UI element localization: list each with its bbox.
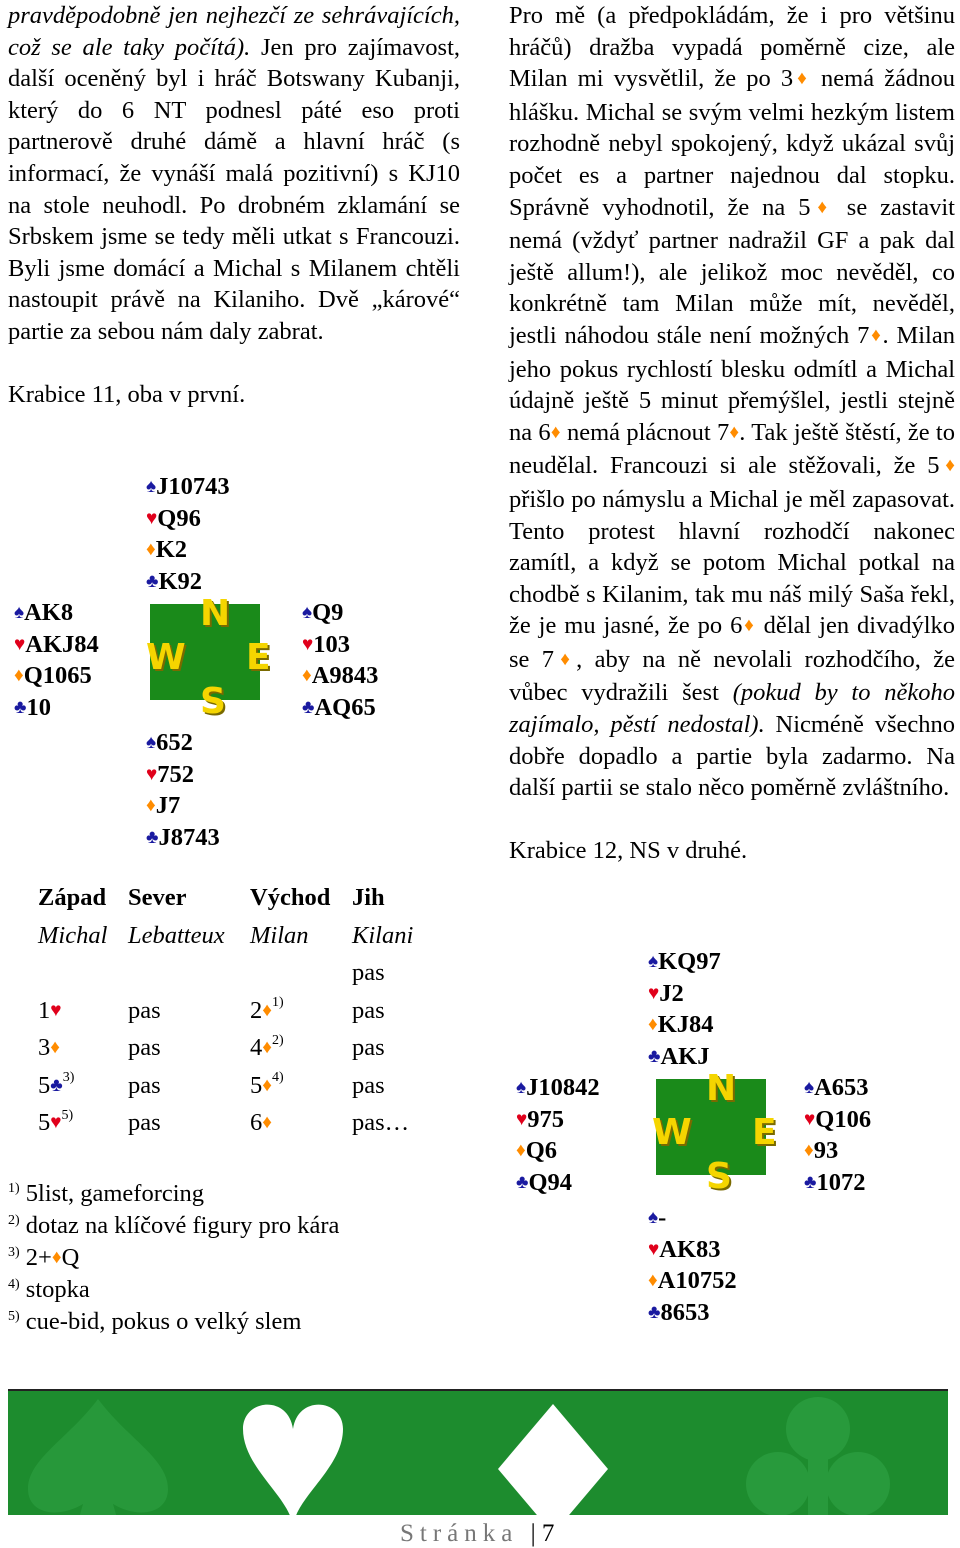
- diamond-icon: ♦: [146, 539, 156, 561]
- footer-label: Stránka: [400, 1520, 519, 1547]
- board-heading: Krabice 11, oba v první.: [8, 380, 246, 408]
- north-diamonds: KJ84: [657, 1011, 714, 1039]
- left-column: [8, 0, 460, 410]
- spade-icon: ♠: [804, 1077, 815, 1098]
- footnote: $^{4)}$ stopka: [8, 1276, 90, 1304]
- diamond-icon: ♦: [51, 1247, 62, 1269]
- diamond-icon: ♦: [302, 665, 312, 687]
- diamond-shape-icon: [498, 1404, 608, 1515]
- spade-icon: ♠: [146, 732, 157, 753]
- west-spades: J10842: [526, 1074, 600, 1101]
- footnote-ref: 4): [271, 1070, 284, 1086]
- heart-shape-icon: [243, 1405, 343, 1515]
- italic-text: (pokud by to někoho zajímalo, pěstí nedostal).: [509, 679, 956, 739]
- north-clubs: K92: [158, 567, 203, 595]
- west-clubs: Q94: [528, 1168, 573, 1196]
- diamond-icon: ♦: [793, 68, 811, 90]
- footnote: $^{5)}$ cue-bid, pokus o velký slem: [8, 1308, 302, 1336]
- bid-call: 5♥$^{5)}$: [38, 1107, 74, 1136]
- west-hearts: 975: [527, 1105, 565, 1133]
- diamond-icon: ♦: [804, 1140, 814, 1162]
- paragraph-text: Jen pro zajímavost, další oceněný byl i hráč Botswany Kubanji, který do 6 NT podnesl páté eso proti partnerově druhé dámě a hlavní hráč (s informací, že vynáší malá pozitivní) s KJ10 na stole neuhodl. Po drobném zklamání se Srbskem jsme se tedy měli utkat s Francouzi. Byli jsme domácí a Michal s Milanem chtěli nastoupit právě na Kilaniho. Dvě „kárové“ partie za sebou nám daly zabrat.: [8, 33, 461, 345]
- east-clubs: 1072: [816, 1168, 866, 1196]
- bid-call: 6♦: [250, 1109, 272, 1136]
- compass-east: E: [752, 1112, 777, 1153]
- spade-icon: ♠: [302, 602, 313, 623]
- footnote: $^{3)}$ 2+♦Q: [8, 1244, 80, 1272]
- compass-diagram: [648, 1068, 778, 1197]
- bid-call: pas: [352, 1034, 385, 1061]
- north-hand: [648, 946, 721, 1072]
- compass-west: W: [146, 637, 186, 678]
- diamond-icon: ♦: [50, 1037, 60, 1058]
- heart-icon: ♥: [14, 633, 26, 655]
- player-name: Michal: [38, 921, 108, 949]
- east-spades: A653: [814, 1074, 869, 1101]
- bid-row: [38, 1072, 442, 1110]
- bid-header: Západ: [38, 884, 107, 911]
- west-spades: AK8: [24, 599, 74, 626]
- page-number: 7: [541, 1520, 555, 1547]
- bid-call: pas: [128, 996, 161, 1024]
- east-clubs: AQ65: [314, 693, 376, 721]
- east-hearts: 103: [313, 630, 351, 658]
- south-diamonds: A10752: [657, 1267, 737, 1295]
- spade-icon: ♠: [14, 602, 25, 623]
- diamond-icon: ♦: [262, 1074, 272, 1096]
- bid-call: 5♦$^{4)}$: [250, 1070, 284, 1099]
- spade-icon: ♠: [516, 1077, 527, 1098]
- bid-call: pas: [128, 1034, 161, 1061]
- north-hearts: Q96: [157, 504, 201, 532]
- bid-call: pas…: [352, 1109, 410, 1136]
- bid-row: [38, 959, 442, 997]
- club-icon: ♣: [146, 826, 159, 848]
- diamond-icon: ♦: [742, 615, 756, 637]
- club-icon: ♣: [648, 1301, 661, 1323]
- bid-call: 4♦$^{2)}$: [250, 1032, 284, 1061]
- bid-call: 1♥: [38, 996, 62, 1024]
- diamond-icon: ♦: [14, 665, 24, 687]
- bidding-table: [38, 884, 442, 1147]
- south-spades: 652: [156, 729, 193, 756]
- heart-icon: ♥: [648, 982, 660, 1004]
- south-clubs: 8653: [660, 1298, 710, 1326]
- italic-text: pravděpodobně jen nejhezčí ze sehrávajících, což se ale taky počítá).: [8, 2, 460, 61]
- east-hand: [302, 597, 378, 723]
- west-hand: [516, 1072, 600, 1198]
- player-name: Kilani: [352, 921, 414, 949]
- heart-icon: ♥: [146, 763, 158, 785]
- north-spades: KQ97: [658, 948, 721, 975]
- player-name: Lebatteux: [128, 921, 225, 949]
- west-clubs: 10: [26, 693, 51, 721]
- diamond-icon: ♦: [550, 421, 561, 443]
- player-name: Milan: [250, 921, 309, 949]
- decorative-suit-banner: [8, 1389, 948, 1515]
- spade-icon: ♠: [146, 476, 157, 497]
- heart-icon: ♥: [50, 999, 62, 1021]
- diamond-icon: ♦: [262, 1037, 272, 1058]
- footnote-ref: 3): [62, 1070, 75, 1086]
- compass-south: S: [706, 1156, 732, 1197]
- diamond-icon: ♦: [729, 421, 740, 443]
- footnote-ref: 2): [271, 1032, 284, 1048]
- suit-pattern-graphic: [8, 1389, 948, 1515]
- footnote-ref: 1): [271, 995, 284, 1011]
- club-icon: ♣: [804, 1171, 817, 1193]
- north-hand: [146, 471, 230, 597]
- east-spades: Q9: [312, 599, 344, 626]
- compass-west: W: [652, 1112, 692, 1153]
- bid-call: pas: [352, 996, 385, 1024]
- bid-row: [38, 1109, 442, 1147]
- diamond-icon: ♦: [262, 1112, 272, 1133]
- club-icon: ♣: [302, 696, 315, 718]
- bid-row: [38, 997, 442, 1035]
- diamond-icon: ♦: [939, 455, 955, 477]
- heart-icon: ♥: [146, 507, 158, 529]
- diamond-icon: ♦: [810, 196, 834, 218]
- compass-south: S: [200, 681, 226, 722]
- bid-header: Východ: [250, 884, 331, 911]
- bid-call: 3♦: [38, 1034, 60, 1061]
- bid-header: Sever: [128, 884, 187, 911]
- spade-shape-icon: [28, 1399, 168, 1515]
- south-hearts: AK83: [659, 1235, 721, 1263]
- compass-diagram: [142, 593, 272, 722]
- south-spades: -: [658, 1204, 667, 1231]
- compass-north: N: [706, 1068, 737, 1109]
- board-heading: Krabice 12, NS v druhé.: [509, 836, 748, 864]
- west-hearts: AKJ84: [25, 630, 99, 658]
- east-diamonds: 93: [813, 1137, 839, 1165]
- heart-icon: ♥: [804, 1108, 816, 1130]
- bid-call: 2♦$^{1)}$: [250, 995, 284, 1024]
- footnote: $^{1)}$ 5list, gameforcing: [8, 1180, 205, 1208]
- club-icon: ♣: [50, 1074, 63, 1096]
- diamond-icon: ♦: [869, 324, 883, 346]
- footnote: $^{2)}$ dotaz na klíčové figury pro kára: [8, 1212, 340, 1240]
- bid-call: pas: [128, 1109, 161, 1136]
- east-hearts: Q106: [815, 1105, 872, 1133]
- bid-call: 5♣$^{3)}$: [38, 1070, 75, 1099]
- diamond-icon: ♦: [262, 999, 272, 1021]
- south-hand: [648, 1202, 737, 1328]
- article-paragraph: [8, 0, 460, 348]
- club-shape-icon: [746, 1397, 890, 1515]
- spade-icon: ♠: [648, 951, 659, 972]
- bid-row: [38, 1034, 442, 1072]
- heart-icon: ♥: [516, 1108, 528, 1130]
- bid-header: Jih: [352, 884, 385, 911]
- club-icon: ♣: [146, 570, 159, 592]
- south-hand: [146, 727, 220, 853]
- right-column: [509, 0, 955, 866]
- bid-call: pas: [352, 1071, 385, 1099]
- north-clubs: AKJ: [660, 1042, 710, 1070]
- club-icon: ♣: [516, 1171, 529, 1193]
- west-hand: [14, 597, 99, 723]
- bid-call: pas: [128, 1071, 161, 1099]
- club-icon: ♣: [648, 1045, 661, 1067]
- north-spades: J10743: [156, 473, 230, 500]
- heart-icon: ♥: [648, 1238, 660, 1260]
- diamond-icon: ♦: [648, 1270, 658, 1292]
- diamond-icon: ♦: [554, 648, 577, 670]
- north-hearts: J2: [659, 979, 684, 1007]
- heart-icon: ♥: [50, 1112, 62, 1133]
- heart-icon: ♥: [302, 633, 314, 655]
- south-clubs: J8743: [158, 823, 220, 851]
- diamond-icon: ♦: [648, 1014, 658, 1036]
- east-diamonds: A9843: [311, 662, 379, 690]
- page-footer: Stránka | 7: [400, 1520, 555, 1547]
- compass-east: E: [246, 637, 271, 678]
- bid-call: pas: [352, 959, 385, 986]
- south-hearts: 752: [157, 760, 195, 788]
- footnote-ref: 5): [61, 1107, 74, 1123]
- north-diamonds: K2: [155, 536, 188, 564]
- south-diamonds: J7: [155, 792, 181, 820]
- diamond-icon: ♦: [146, 795, 156, 817]
- club-icon: ♣: [14, 696, 27, 718]
- east-hand: [804, 1072, 871, 1198]
- article-paragraph: Pro mě (a předpokládám, že i pro většinu hráčů) dražba vypadá poměrně cize, ale Milan mi vysvětlil, že po 3♦ nemá žádnou hlášku. Michal se svým velmi hezkým listem rozhodně nebyl spokojený, když ukázal svůj počet es a partner najednou dal stopku. Správně vyhodnotil, že na 5♦ se zastavit nemá (vždyť partner nadražil GF a pak dal ještě allum!), ale jelikož moc nevěděl, co konkrétně tam Milan může mít, nevěděl, jestli náhodou stále není možných 7♦. Milan jeho pokus rychlostí blesku odmítl a Michal údajně ještě 5 minut přemýšlel, jestli stejně na 6♦ nemá plácnout 7♦. Tak ještě štěstí, že to neudělal. Francouzi si ale stěžovali, že 5♦ přišlo po námyslu a Michal je měl zapasovat. Tento protest hlavní rozhodčí nakonec zamítl, a když se potom Michal potkal na chodbě s Kilanim, tak mu náš milý Saša řekl, že je mu jasné, že po 6♦ dělal jen divadýlko se 7♦, aby na ně nevolali rozhodčího, že vůbec vydražili šest (pokud by to někoho zajímalo, pěstí nedostal). Nicméně všechno dobře dopadlo a partie byla zadarmo. Na další partii se stalo něco poměrně zvláštního.: [509, 2, 956, 802]
- west-diamonds: Q6: [525, 1137, 558, 1165]
- compass-north: N: [200, 593, 231, 634]
- diamond-icon: ♦: [516, 1140, 526, 1162]
- west-diamonds: Q1065: [23, 662, 92, 690]
- spade-icon: ♠: [648, 1207, 659, 1228]
